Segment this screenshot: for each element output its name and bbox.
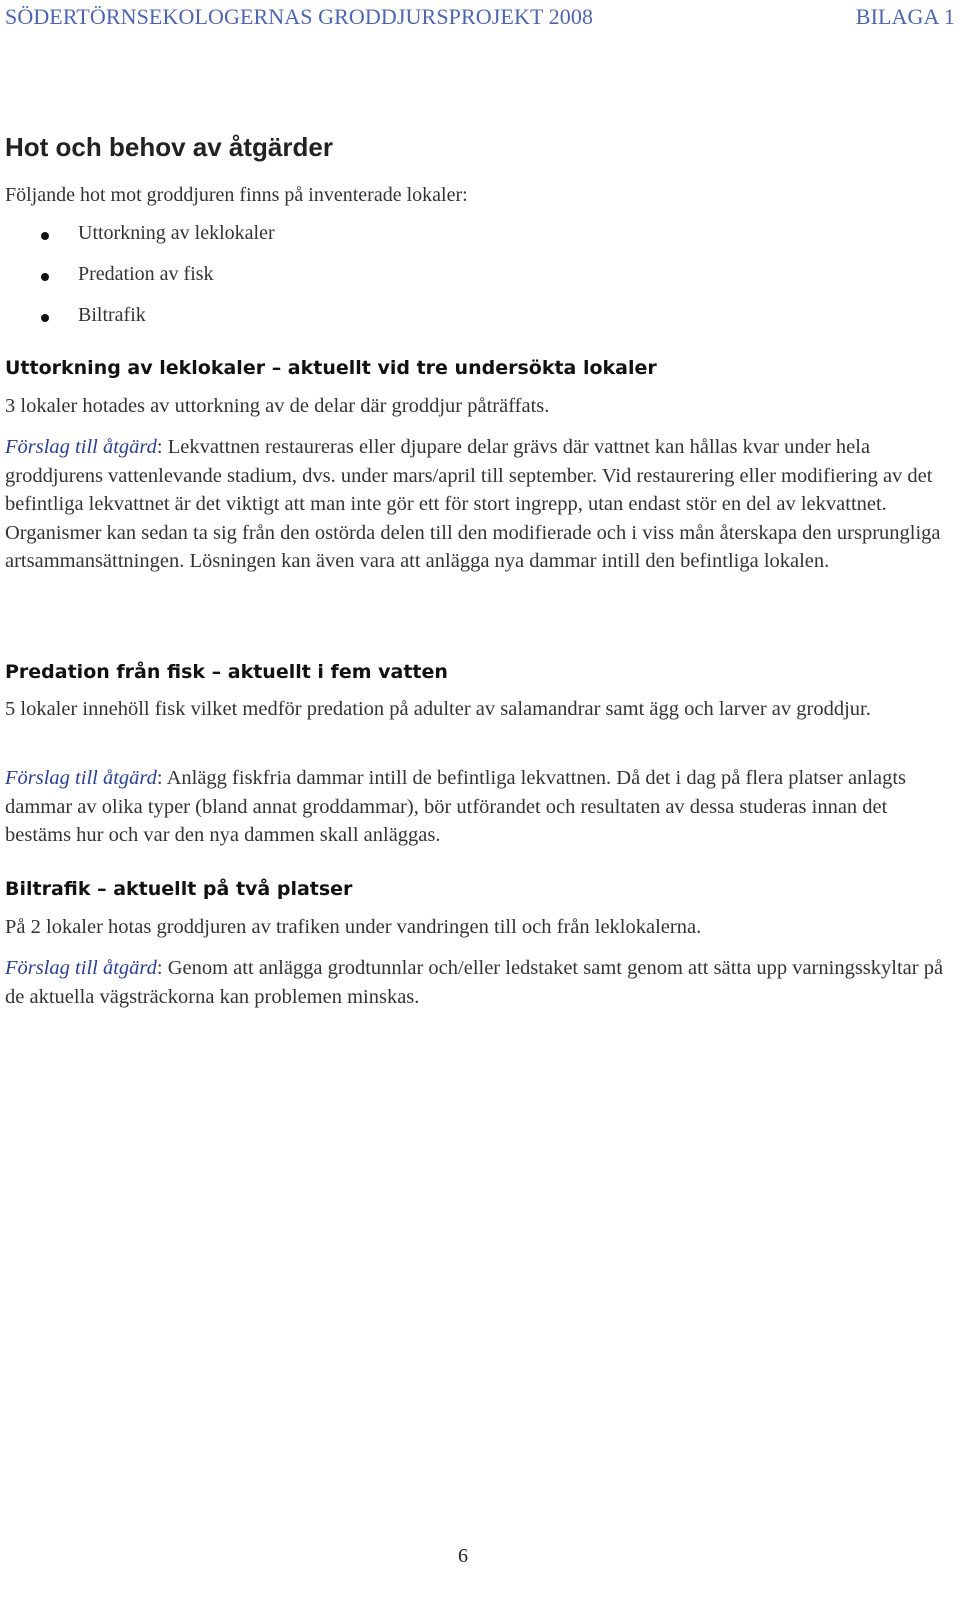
section-text-traffic: På 2 lokaler hotas groddjuren av trafiken under vandringen till och från leklokalerna.	[5, 916, 702, 938]
page-header	[5, 4, 955, 34]
list-item-label: Uttorkning av leklokaler	[78, 222, 275, 244]
bullet-icon	[41, 232, 49, 240]
proposal-label: Förslag till åtgärd	[5, 436, 157, 458]
section-text-predation: 5 lokaler innehöll fisk vilket medför predation på adulter av salamandrar samt ägg och larver av groddjur.	[5, 698, 871, 720]
section-proposal-traffic: Förslag till åtgärd: Genom att anlägga grodtunnlar och/eller ledstaket samt genom att sätta upp varningsskyltar på de aktuella vägsträckorna kan problemen minskas.	[5, 957, 944, 1008]
header-project-title: SÖDERTÖRNSEKOLOGERNAS GRODDJURSPROJEKT 2008	[5, 4, 594, 29]
proposal-text: Genom att anlägga grodtunnlar och/eller ledstaket samt genom att sätta upp varningsskyltar på de aktuella vägsträckorna kan problemen minskas.	[5, 957, 944, 1008]
section-heading-predation: Predation från fisk – aktuellt i fem vatten	[5, 661, 448, 683]
page-number: 6	[458, 1545, 468, 1567]
section-text-drying: 3 lokaler hotades av uttorkning av de delar där groddjur påträffats.	[5, 395, 550, 417]
section-proposal-drying: Förslag till åtgärd: Lekvattnen restaureras eller djupare delar grävs där vattnet kan hållas kvar under hela groddjurens vattenlevande stadium, dvs. under mars/april till september. Vid restaurering eller modifiering av det befintliga lekvattnet är det viktigt att man inte gör ett för stort ingrepp, utan endast stör en del av lekvattnet. Organismer kan sedan ta sig från den ostörda delen till den modifierade och i viss mån återskapa den ursprungliga artsammansättningen. Lösningen kan även vara att anlägga nya dammar intill den befintliga lokalen.	[5, 436, 941, 573]
proposal-label: Förslag till åtgärd	[5, 957, 157, 979]
list-item-label: Predation av fisk	[78, 263, 214, 285]
proposal-text: Anlägg fiskfria dammar intill de befintliga lekvattnen. Då det i dag på flera platser anlagts dammar av olika typer (bland annat groddammar), bör utförandet och resultaten av dessa studeras innan det bestäms hur och var den nya dammen skall anläggas.	[5, 767, 907, 847]
header-appendix-label: BILAGA 1	[855, 4, 955, 29]
intro-text: Följande hot mot groddjuren finns på inventerade lokaler:	[5, 184, 468, 206]
page-title: Hot och behov av åtgärder	[5, 132, 333, 162]
bullet-icon	[41, 273, 49, 281]
proposal-label: Förslag till åtgärd	[5, 767, 157, 789]
bullet-icon	[41, 314, 49, 322]
list-item-label: Biltrafik	[78, 304, 146, 326]
section-proposal-predation: Förslag till åtgärd: Anlägg fiskfria dammar intill de befintliga lekvattnen. Då det i dag på flera platser anlagts dammar av olika typer (bland annat groddammar), bör utförandet och resultaten av dessa studeras innan det bestäms hur och var den nya dammen skall anläggas.	[5, 767, 907, 847]
section-heading-drying: Uttorkning av leklokaler – aktuellt vid tre undersökta lokaler	[5, 357, 657, 379]
section-heading-traffic: Biltrafik – aktuellt på två platser	[5, 878, 353, 900]
proposal-text: Lekvattnen restaureras eller djupare delar grävs där vattnet kan hållas kvar under hela groddjurens vattenlevande stadium, dvs. under mars/april till september. Vid restaurering eller modifiering av det befintliga lekvattnet är det viktigt att man inte gör ett för stort ingrepp, utan endast stör en del av lekvattnet. Organismer kan sedan ta sig från den ostörda delen till den modifierade och i viss mån återskapa den ursprungliga artsammansättningen. Lösningen kan även vara att anlägga nya dammar intill den befintliga lokalen.	[5, 436, 941, 573]
